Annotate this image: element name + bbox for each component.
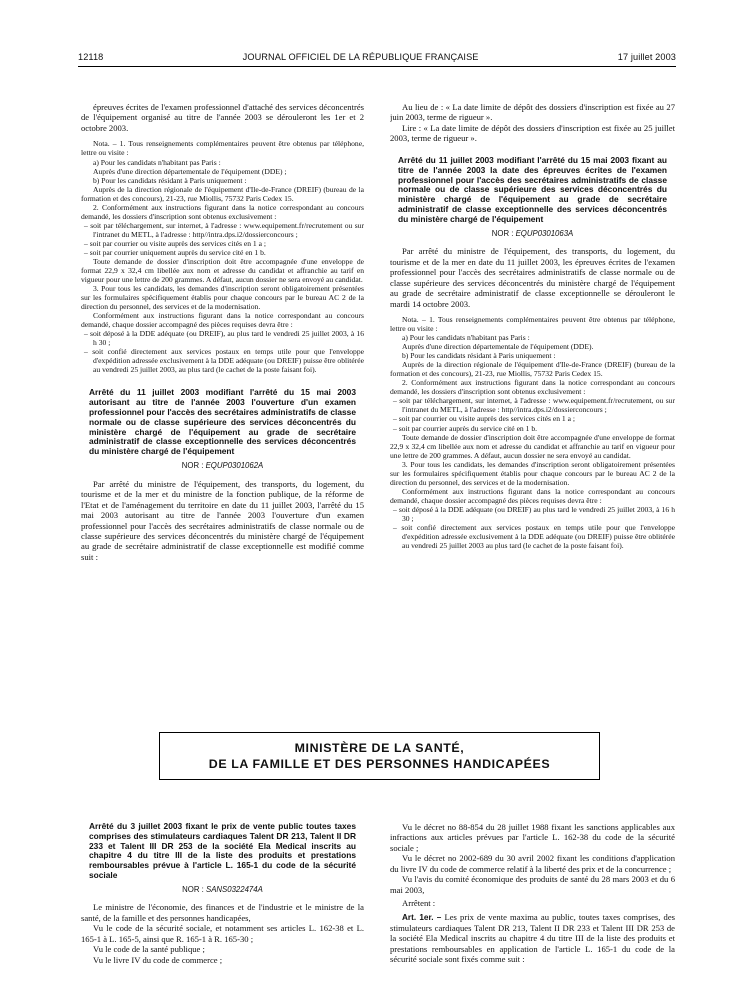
- list-item: – soit par courrier ou visite auprès des services cités en 1 a ;: [81, 239, 364, 248]
- arrete-body: Par arrêté du ministre de l'équipement, des transports, du logement, du tourisme et de la mer et du ministre de la fonction publique, de la réforme de l'Etat et de l'aménagement du territoire en date du 11 juillet 2003, l'arrêté du 15 mai 2003 autorisant au titre de l'année 2003 l'ouverture d'un examen professionnel pour l'accès des secrétaires administratifs de classe normale ou de classe supérieure des services déconcentrés du ministère chargé de l'équipement au grade de secrétaire administratif de classe exceptionnelle est modifié comme suit :: [81, 478, 364, 562]
- nor-label: NOR :: [491, 228, 514, 238]
- list-item: – soit par courrier ou visite auprès des services cités en 1 a ;: [390, 414, 675, 423]
- visa-paragraph: Vu le code de la santé publique ;: [93, 944, 205, 955]
- nor-reference: [390, 229, 675, 239]
- running-header: [78, 52, 676, 63]
- visa-paragraph: Vu l'avis du comité économique des produits de santé du 28 mars 2003 et du 6 mai 2003,: [390, 874, 675, 895]
- note-line: Auprès d'une direction départementale de l'équipement (DDE).: [402, 342, 594, 352]
- list-item: – soit confié directement aux services postaux en temps utile pour que l'enveloppe d'expédition adressée exclusivement à la DDE adéquate (ou DREIF) puisse être oblitérée au vendredi 25 juillet 2003, au plus tard (le cachet de la poste faisant foi).: [81, 347, 364, 374]
- visa-paragraph: Vu le livre IV du code de commerce ;: [93, 954, 223, 965]
- note-line: a) Pour les candidats n'habitant pas Paris :: [93, 157, 221, 167]
- arrete-title: Arrêté du 11 juillet 2003 modifiant l'arrêté du 15 mai 2003 autorisant au titre de l'année 2003 l'ouverture d'un examen professionnel pour l'accès des secrétaires administratifs de classe normale ou de classe supérieure des services déconcentrés du ministère chargé de l'équipement au grade de secrétaire administratif de classe exceptionnelle des services déconcentrés du ministère chargé de l'équipement: [89, 387, 356, 457]
- nor-reference: [81, 461, 364, 471]
- note-paragraph: Conformément aux instructions figurant dans la notice correspondant au concours demandé, chaque dossier accompagné des pièces requises devra être :: [390, 486, 675, 505]
- list-item: – soit par courrier auprès du service cité en 1 b.: [390, 424, 675, 433]
- note-line: 2. Conformément aux instructions figurant dans la notice correspondant au concours demandé, les dossiers d'inscription sont obtenus exclusivement :: [390, 378, 675, 397]
- arrete-title: Arrêté du 11 juillet 2003 modifiant l'arrêté du 15 mai 2003 fixant au titre de l'année 2003 la date des épreuves écrites de l'examen professionnel pour l'accès des secrétaires administratifs de classe normale ou de classe supérieure des services déconcentrés du ministère chargé de l'équipement au grade de secrétaire administratif de classe exceptionnelle des services déconcentrés du ministère chargé de l'équipement: [398, 154, 667, 224]
- note-line: Nota. – 1. Tous renseignements complémentaires peuvent être obtenus par téléphone, lettre ou visite :: [81, 139, 364, 158]
- ministry-line-2: DE LA FAMILLE ET DES PERSONNES HANDICAPÉES: [208, 757, 551, 771]
- nor-label: NOR :: [182, 884, 204, 894]
- note-line: b) Pour les candidats résidant à Paris uniquement :: [402, 351, 556, 361]
- note-paragraph: Toute demande de dossier d'inscription doit être accompagnée d'une enveloppe de format 22,9 x 32,4 cm libellée aux nom et adresse du candidat et affranchie au tarif en vigueur pour une lettre de 200 grammes. A défaut, aucun dossier ne sera envoyé au candidat.: [390, 432, 675, 460]
- right-column-bottom: [390, 822, 675, 984]
- note-line: a) Pour les candidats n'habitant pas Paris :: [402, 333, 530, 343]
- header-rule: [78, 66, 676, 67]
- issue-date: 17 juillet 2003: [617, 52, 676, 62]
- note-line: Auprès de la direction régionale de l'équipement d'Ile-de-France (DREIF) (bureau de la formation et des concours), 21-23, rue Miollis, 75732 Paris Cedex 15.: [390, 360, 675, 379]
- note-paragraph: Toute demande de dossier d'inscription doit être accompagnée d'une enveloppe de format 22,9 x 32,4 cm libellée aux nom et adresse du candidat et affranchie au tarif en vigueur pour une lettre de 200 grammes. A défaut, aucun dossier ne sera envoyé au candidat.: [81, 256, 364, 284]
- lire: Lire : « La date limite de dépôt des dossiers d'inscription est fixée au 25 juillet 2003, terme de rigueur ».: [390, 122, 675, 144]
- list-item: – soit par téléchargement, sur internet, à l'adresse : www.equipement.fr/recrutement ou sur l'intranet du METL, à l'adresse : http//intra.dps.i2/dossierconcours ;: [81, 221, 364, 239]
- list-item: – soit déposé à la DDE adéquate (ou DREIF) au plus tard le vendredi 25 juillet 2003, à 16 h 30 ;: [390, 505, 675, 523]
- nor-reference: [81, 885, 364, 895]
- nor-code: EQUP0301062A: [205, 461, 264, 471]
- nor-code: SANS0322474A: [206, 884, 263, 894]
- list-item: – soit par téléchargement, sur internet, à l'adresse : www.equipement.fr/recrutement, ou sur l'intranet du METL, à l'adresse : http//intra.dps.i2/dossierconcours ;: [390, 396, 675, 414]
- list-item: – soit déposé à la DDE adéquate (ou DREIF), au plus tard le vendredi 25 juillet 2003, à 16 h 30 ;: [81, 329, 364, 347]
- list-item: – soit par courrier uniquement auprès du service cité en 1 b.: [81, 248, 364, 257]
- note-paragraph: Conformément aux instructions figurant dans la notice correspondant au concours demandé, chaque dossier accompagné des pièces requises devra être :: [81, 311, 364, 330]
- left-column-top: [81, 102, 364, 692]
- arrete-body: Par arrêté du ministre de l'équipement, des transports, du logement, du tourisme et de la mer en date du 11 juillet 2003, les épreuves écrites de l'examen professionnel pour l'accès des secrétaires administratifs de classe normale ou de classe supérieure des services déconcentrés du ministère chargé de l'équipement au grade de secrétaire administratif de classe exceptionnelle se dérouleront le mardi 14 octobre 2003.: [390, 246, 675, 309]
- right-column-top: [390, 102, 675, 692]
- article-label: Art. 1er. –: [402, 912, 442, 922]
- visa-paragraph: Vu le code de la sécurité sociale, et notamment ses articles L. 162-38 et L. 165-1 à L. 165-5, ainsi que R. 165-1 à R. 165-30 ;: [81, 923, 364, 944]
- note-line: 2. Conformément aux instructions figurant dans la notice correspondant au concours demandé, les dossiers d'inscription sont obtenus exclusivement :: [81, 202, 364, 221]
- article-text: Les prix de vente maxima au public, toutes taxes comprises, des stimulateurs cardiaques Talent DR 213, Talent II DR 233 et Talent III DR 253 de la société Ela Medical inscrits au chapitre 4 du titre III de la liste des produits et prestations remboursables en application de l'article L. 165-1 du code de la sécurité sociale sont fixés comme suit :: [390, 911, 675, 965]
- visa-paragraph: Vu le décret no 88-854 du 28 juillet 1988 fixant les sanctions applicables aux infractions aux articles prévues par l'article L. 162-38 du code de la sécurité sociale ;: [390, 822, 675, 853]
- note-line: Auprès d'une direction départementale de l'équipement (DDE) ;: [93, 166, 287, 176]
- ministry-banner: [159, 732, 600, 780]
- visa-paragraph: Vu le décret no 2002-689 du 30 avril 2002 fixant les conditions d'application du livre IV du code de commerce relatif à la liberté des prix et de la concurrence ;: [390, 853, 675, 874]
- article-1: [390, 912, 675, 965]
- arrete-title: Arrêté du 3 juillet 2003 fixant le prix de vente public toutes taxes comprises des stimulateurs cardiaques Talent DR 213, Talent II DR 233 et Talent III DR 253 de la société Ela Medical inscrits au chapitre 4 du titre III de la liste des produits et prestations remboursables prévue à l'article L. 165-1 du code de la sécurité sociale: [89, 822, 356, 881]
- nor-label: NOR :: [181, 461, 204, 471]
- note-paragraph: 3. Pour tous les candidats, les demandes d'inscription seront obligatoirement présentées sur les formulaires spécifiquement établis pour chaque concours par le bureau AC 2 de la direction du personnel, des services et de la modernisation.: [390, 459, 675, 487]
- page-number: 12118: [78, 52, 104, 62]
- arretent-label: Arrêtent :: [402, 898, 436, 909]
- au-lieu-de: Au lieu de : « La date limite de dépôt des dossiers d'inscription est fixée au 27 juin 2003, terme de rigueur ».: [390, 102, 675, 123]
- list-item: – soit confié directement aux services postaux en temps utile pour que l'enveloppe d'expédition adressée exclusivement à la DDE adéquate (ou DREIF) puisse être oblitérée au vendredi 25 juillet 2003 au plus tard (le cachet de la poste faisant foi).: [390, 523, 675, 550]
- journal-title: JOURNAL OFFICIEL DE LA RÉPUBLIQUE FRANÇAISE: [242, 52, 479, 62]
- ministry-line-1: MINISTÈRE DE LA SANTÉ,: [294, 740, 465, 755]
- note-line: b) Pour les candidats résidant à Paris uniquement :: [93, 175, 247, 185]
- note-line: Auprès de la direction régionale de l'équipement d'Ile-de-France (DREIF) (bureau de la formation et des concours), 21-23, rue Miollis, 75732 Paris Cedex 15.: [81, 184, 364, 203]
- left-column-bottom: [81, 822, 364, 984]
- nor-code: EQUP0301063A: [515, 228, 574, 238]
- intro-paragraph: épreuves écrites de l'examen professionnel d'attaché des services déconcentrés de l'équipement organisé au titre de l'année 2003 se dérouleront les 1er et 2 octobre 2003.: [81, 102, 364, 133]
- note-line: Nota. – 1. Tous renseignements complémentaires peuvent être obtenus par téléphone, lettre ou visite :: [390, 315, 675, 334]
- visa-paragraph: Le ministre de l'économie, des finances et de l'industrie et le ministre de la santé, de la famille et des personnes handicapées,: [81, 902, 364, 923]
- note-paragraph: 3. Pour tous les candidats, les demandes d'inscription seront obligatoirement présentées sur les formulaires spécifiquement établis pour chaque concours par le bureau AC 2 de la direction du personnel, des services et de la modernisation.: [81, 283, 364, 312]
